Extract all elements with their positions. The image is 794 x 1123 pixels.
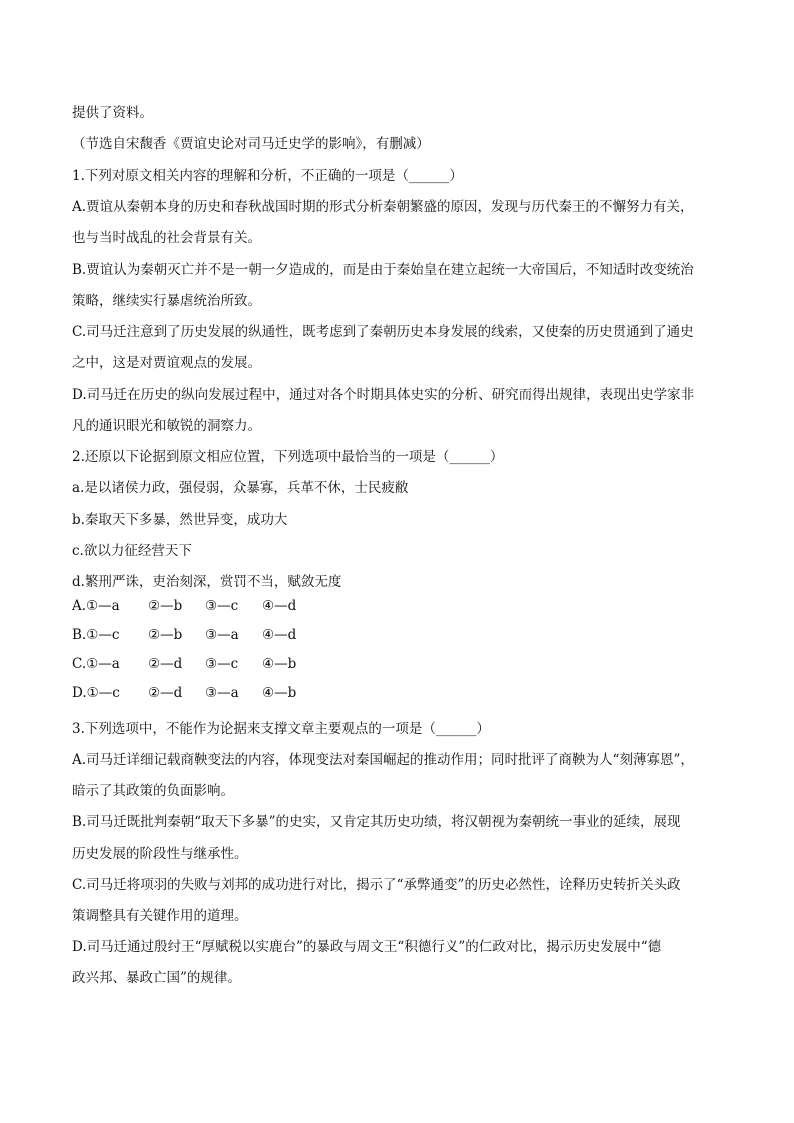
question-2-stem: 2.还原以下论据到原文相应位置，下列选项中最恰当的一项是（______） bbox=[72, 449, 504, 465]
option-cell: ③—a bbox=[205, 627, 239, 643]
q1-option-a-cont: 也与当时战乱的社会背景有关。 bbox=[72, 230, 261, 246]
argument-b: b.秦取天下多暴，然世异变，成功大 bbox=[72, 512, 288, 528]
option-cell: B.①—c bbox=[72, 627, 120, 643]
option-cell: ④—d bbox=[262, 598, 297, 614]
option-cell: A.①—a bbox=[72, 598, 120, 614]
q2-option-d bbox=[72, 677, 296, 709]
question-1-stem: 1.下列对原文相关内容的理解和分析，不正确的一项是（______） bbox=[72, 168, 463, 184]
q3-option-c-cont: 策调整具有关键作用的道理。 bbox=[72, 908, 248, 924]
option-cell: ④—b bbox=[262, 685, 297, 701]
q3-option-a-cont: 暗示了其政策的负面影响。 bbox=[72, 783, 234, 799]
q2-option-a bbox=[72, 590, 296, 622]
q3-option-b: B.司马迁既批判秦朝“取天下多暴”的史实，又肯定其历史功绩，将汉朝视为秦朝统一事业的延续，展现 bbox=[72, 814, 681, 830]
option-cell: ③—a bbox=[205, 685, 239, 701]
option-cell: ③—c bbox=[205, 598, 239, 614]
q1-option-d: D.司马迁在历史的纵向发展过程中，通过对各个时期具体史实的分析、研究而得出规律，表现出史学家非 bbox=[72, 387, 695, 403]
q3-option-d-cont: 政兴邦、暴政亡国”的规律。 bbox=[72, 970, 241, 986]
q1-option-c-cont: 之中，这是对贾谊观点的发展。 bbox=[72, 355, 261, 371]
option-cell: ④—d bbox=[262, 627, 297, 643]
q1-option-b: B.贾谊认为秦朝灭亡并不是一朝一夕造成的，而是由于秦始皇在建立起统一大帝国后，不知适时改变统治 bbox=[72, 262, 694, 278]
q1-option-c: C.司马迁注意到了历史发展的纵通性，既考虑到了秦朝历史本身发展的线索，又使秦的历史贯通到了通史 bbox=[72, 324, 694, 340]
q2-option-b bbox=[72, 619, 296, 651]
option-cell: ④—b bbox=[262, 656, 297, 672]
q1-option-a: A.贾谊从秦朝本身的历史和春秋战国时期的形式分析秦朝繁盛的原因，发现与历代秦王的不懈努力有关， bbox=[72, 199, 694, 215]
option-cell: ②—b bbox=[148, 627, 183, 643]
q3-option-a: A.司马迁详细记载商鞅变法的内容，体现变法对秦国崛起的推动作用；同时批评了商鞅为人“刻薄寡恩”， bbox=[72, 752, 694, 768]
option-cell: ②—b bbox=[148, 598, 183, 614]
text-line: 提供了资料。 bbox=[72, 105, 153, 121]
option-cell: D.①—c bbox=[72, 685, 120, 701]
option-cell: C.①—a bbox=[72, 656, 120, 672]
source-citation: （节选自宋馥香《贾谊史论对司马迁史学的影响》，有删减） bbox=[72, 136, 430, 152]
q1-option-d-cont: 凡的通识眼光和敏锐的洞察力。 bbox=[72, 418, 261, 434]
option-cell: ③—c bbox=[205, 656, 239, 672]
q2-option-c bbox=[72, 648, 296, 680]
q3-option-d: D.司马迁通过殷纣王“厚赋税以实鹿台”的暴政与周文王“积德行义”的仁政对比，揭示历史发展中“德 bbox=[72, 939, 662, 955]
argument-d: d.繁刑严诛，吏治刻深，赏罚不当，赋敛无度 bbox=[72, 574, 342, 590]
q1-option-b-cont: 策略，继续实行暴虐统治所致。 bbox=[72, 293, 261, 309]
argument-a: a.是以诸侯力政，强侵弱，众暴寡，兵革不休，士民疲敝 bbox=[72, 480, 409, 496]
q3-option-c: C.司马迁将项羽的失败与刘邦的成功进行对比，揭示了“承弊通变”的历史必然性，诠释历史转折关头政 bbox=[72, 877, 681, 893]
option-cell: ②—d bbox=[148, 656, 183, 672]
option-cell: ②—d bbox=[148, 685, 183, 701]
argument-c: c.欲以力征经营天下 bbox=[72, 543, 192, 559]
question-3-stem: 3.下列选项中，不能作为论据来支撑文章主要观点的一项是（______） bbox=[72, 721, 490, 737]
q3-option-b-cont: 历史发展的阶段性与继承性。 bbox=[72, 846, 248, 862]
